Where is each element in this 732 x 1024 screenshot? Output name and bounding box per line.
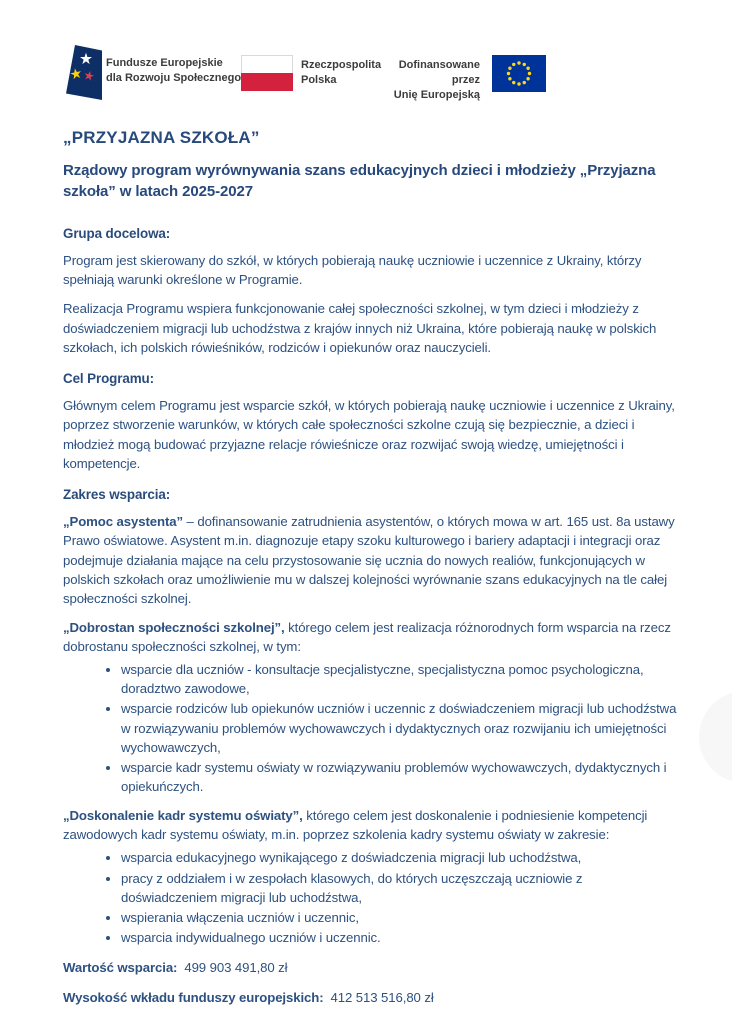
paragraph-grupa-2: Realizacja Programu wspiera funkcjonowanie całej społeczności szkolnej, w tym dzieci i młodzieży z doświadczeniem migracji lub uchodźstwa z krajów innych niż Ukraina, które pobierają naukę w polskich szkołach, ich polskich rówieśników, rodziców i opiekunów oraz nauczycieli. (63, 301, 657, 355)
paragraph-pomoc-asystenta (63, 512, 677, 608)
dobrostan-lead: „Dobrostan społeczności szkolnej”, (63, 619, 285, 635)
paragraph-dobrostan (63, 618, 677, 656)
doskonalenie-bullet-list (63, 848, 677, 947)
section-heading-zakres-wsparcia: Zakres wsparcia: (63, 486, 171, 502)
bullet-item: • pracy z oddziałem i w zespołach klasowych, do których uczęszczają uczniowie z doświadczeniem migracji lub uchodźstwa, (121, 869, 677, 907)
eu-label-line2: Unię Europejską (393, 88, 480, 101)
page-subtitle: Rządowy program wyrównywania szans edukacyjnych dzieci i młodzieży „Przyjazna szkoła” w latach 2025-2027 (63, 161, 656, 200)
support-value-label: Wartość wsparcia: (63, 960, 178, 976)
bullet-item: • wspierania włączenia uczniów i uczennic, (121, 908, 677, 927)
pomoc-asystenta-body: – dofinansowanie zatrudnienia asystentów, o których mowa w art. 165 ust. 8a ustawy Prawo oświatowe. Asystent m.in. diagnozuje etapy szoku kulturowego i bariery adaptacji i integracji oraz podejmuje działania mające na celu przystosowanie się ucznia do nowych realiów, funkcjonujących w polskich szkołach oraz umożliwienie mu w dalszej kolejności wyrównanie szans edukacyjnych na tle całej społeczności szkolnej. (63, 514, 675, 606)
bullet-item: • wsparcie rodziców lub opiekunów uczniów i uczennic z doświadczeniem migracji lub uchodźstwa w rozwiązywaniu problemów wychowawczych i dydaktycznych oraz rozwijaniu ich umiejętności wychowawczych, (121, 699, 677, 756)
eu-funding-label (368, 58, 480, 103)
support-value-line (63, 958, 677, 977)
pl-label-line2: Polska (301, 73, 337, 86)
fundusze-europejskie-logo-icon (66, 44, 102, 100)
floating-widget-circle (699, 691, 732, 783)
bullet-item: • wsparcie dla uczniów - konsultacje specjalistyczne, specjalistyczna pomoc psychologiczna, doradztwo zawodowe, (121, 660, 677, 698)
section-heading-cel-programu: Cel Programu: (63, 370, 154, 386)
poland-flag-icon (241, 55, 293, 91)
dobrostan-bullet-list (63, 660, 677, 796)
eu-flag-icon (492, 55, 546, 92)
page-title: „PRZYJAZNA SZKOŁA” (63, 128, 260, 147)
eu-contribution-label: Wysokość wkładu funduszy europejskich: (63, 990, 324, 1006)
paragraph-grupa-1: Program jest skierowany do szkół, w których pobierają naukę uczniowie i uczennice z Ukrainy, którzy spełniają warunki określone w Programie. (63, 253, 642, 288)
fundusze-europejskie-label (106, 56, 241, 86)
bullet-item: • wsparcia indywidualnego uczniów i uczennic. (121, 928, 677, 947)
support-value-amount: 499 903 491,80 zł (184, 960, 288, 976)
pomoc-asystenta-lead: „Pomoc asystenta” (63, 514, 183, 530)
pl-label-line1: Rzeczpospolita (301, 59, 382, 71)
document-content (63, 126, 677, 1007)
paragraph-cel: Głównym celem Programu jest wsparcie szkół, w których pobierają naukę uczniowie i uczennice z Ukrainy, poprzez stworzenie warunków, w których całe społeczności szkolne czują się bezpiecznie, a dzieci i młodzież mogą budować przyjazne relacje rówieśnicze oraz rozwijać swoją wiedzę, umiejętności i kompetencje. (63, 398, 675, 471)
doskonalenie-body: którego celem jest doskonalenie i podniesienie kompetencji zawodowych kadr systemu oświaty, m.in. poprzez szkolenia kadry systemu oświaty w zakresie: (63, 808, 648, 843)
fe-label-line1: Fundusze Europejskie (106, 57, 223, 69)
dobrostan-body: którego celem jest realizacja różnorodnych form wsparcia na rzecz dobrostanu społeczności szkolnej, w tym: (63, 619, 671, 655)
bullet-item: • wsparcie kadr systemu oświaty w rozwiązywaniu problemów wychowawczych, dydaktycznych i opiekuńczych. (121, 758, 677, 796)
eu-label-line1: Dofinansowane przez (398, 59, 480, 86)
paragraph-doskonalenie (63, 806, 677, 844)
fe-label-line2: dla Rozwoju Społecznego (106, 71, 242, 84)
eu-contribution-amount: 412 513 516,80 zł (330, 990, 434, 1006)
doskonalenie-lead: „Doskonalenie kadr systemu oświaty”, (63, 808, 303, 824)
bullet-item: • wsparcia edukacyjnego wynikającego z doświadczenia migracji lub uchodźstwa, (121, 848, 677, 867)
eu-contribution-line (63, 988, 677, 1007)
section-heading-grupa-docelowa: Grupa docelowa: (63, 225, 171, 241)
logo-bar (0, 0, 732, 110)
